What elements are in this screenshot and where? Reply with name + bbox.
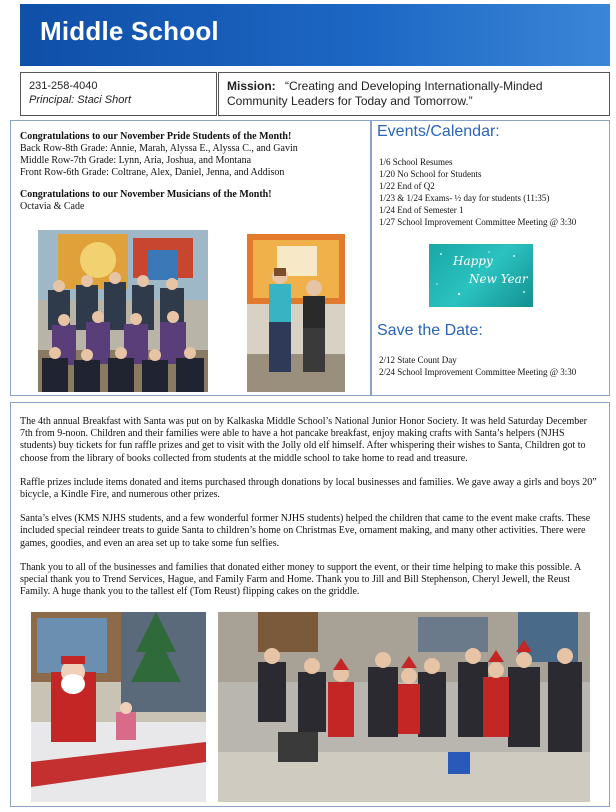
mission-box bbox=[218, 72, 610, 116]
event-item: 1/22 End of Q2 bbox=[379, 181, 435, 191]
article-paragraph: Santa’s elves (KMS NJHS students, and a few wonderful former NJHS students) helped the children that came to the event make crafts. These included special reindeer treats to guide Santa to children’s home on Christmas Eve, ornament making, and many other activities. There were games, goodies, and even an area set up to take some fun selfies. bbox=[20, 513, 591, 549]
page-title: Middle School bbox=[40, 16, 219, 46]
article-paragraph: Thank you to all of the businesses and families that donated either money to support the event, or their time helping to make this possible. A special thank you to Trend Services, Hague, and Family Farm and Home. Thank you to Jill and Bill Stephenson, Cheryl Jewell, the Reust Family. A huge thank you to the tallest elf (Tom Reust) flipping cakes on the griddle. bbox=[20, 561, 581, 598]
save-date-item: 2/24 School Improvement Committee Meeting @ 3:30 bbox=[379, 367, 577, 377]
events-heading: Events/Calendar: bbox=[377, 123, 500, 140]
save-date-list bbox=[379, 354, 604, 378]
event-item: 1/6 School Resumes bbox=[379, 157, 453, 167]
mission-text: “Creating and Developing Internationally-Minded Community Leaders for Today and Tomorrow.” bbox=[227, 79, 543, 108]
happy-new-year-card bbox=[429, 244, 533, 307]
event-item: 1/27 School Improvement Committee Meeting @ 3:30 bbox=[379, 217, 577, 227]
article-text bbox=[20, 416, 600, 610]
events-list bbox=[379, 156, 604, 228]
pride-line-back: Back Row-8th Grade: Annie, Marah, Alyssa E., Alyssa C., and Gavin bbox=[20, 143, 298, 154]
pride-text bbox=[20, 131, 365, 213]
article-paragraph: The 4th annual Breakfast with Santa was put on by Kalkaska Middle School’s National Junior Honor Society. It was held Saturday December 7th from 9-noon. Children and their families were able to have a hot pancake breakfast, enjoy making crafts with Santa’s helpers (NJHS students) buy tickets for fun raffle prizes and get to visit with the Jolly old elf himself. After whispering their wishes to Santa, Children got to choose from the library of books collected from students at the middle school to take home to read and treasure. bbox=[20, 416, 588, 464]
santa-photo bbox=[31, 612, 206, 802]
event-item: 1/20 No School for Students bbox=[379, 169, 482, 179]
event-item: 1/24 End of Semester 1 bbox=[379, 205, 464, 215]
article-paragraph: Raffle prizes include items donated and items purchased through donations by local businesses and families. We gave away a girls and boys 20” bicycle, a Kindle Fire, and numerous other prizes. bbox=[20, 476, 597, 501]
save-date-item: 2/12 State Count Day bbox=[379, 355, 457, 365]
phone-number: 231-258-4040 bbox=[29, 80, 98, 92]
save-date-heading: Save the Date: bbox=[377, 322, 483, 339]
card-line-new-year: New Year bbox=[469, 272, 528, 286]
mission-label: Mission: bbox=[227, 79, 276, 93]
pride-students-photo bbox=[38, 230, 208, 392]
pride-heading: Congratulations to our November Pride Students of the Month! bbox=[20, 131, 292, 142]
event-item: 1/23 & 1/24 Exams- ½ day for students (11:35) bbox=[379, 193, 550, 203]
contact-box bbox=[20, 72, 217, 116]
pride-line-middle: Middle Row-7th Grade: Lynn, Aria, Joshua, and Montana bbox=[20, 155, 252, 166]
card-line-happy: Happy bbox=[453, 254, 493, 268]
njhs-elves-photo bbox=[218, 612, 590, 802]
musicians-heading: Congratulations to our November Musicians of the Month! bbox=[20, 189, 272, 200]
principal-name: Principal: Staci Short bbox=[29, 94, 132, 106]
musicians-names: Octavia & Cade bbox=[20, 201, 85, 212]
musicians-photo bbox=[247, 234, 345, 392]
pride-line-front: Front Row-6th Grade: Coltrane, Alex, Daniel, Jenna, and Addison bbox=[20, 167, 285, 178]
